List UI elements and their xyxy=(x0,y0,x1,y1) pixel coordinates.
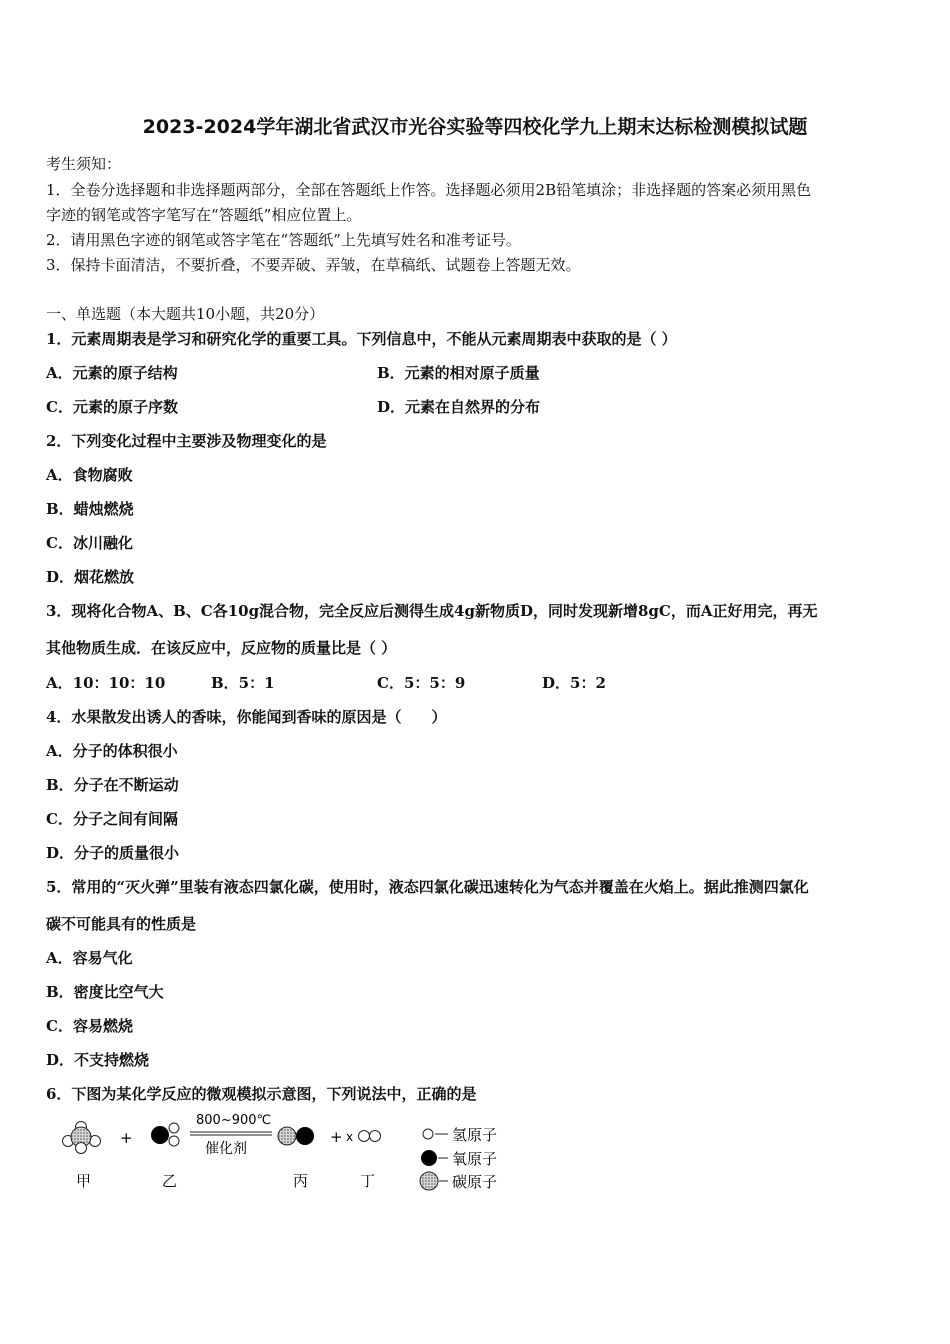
q1-option-d: D．元素在自然界的分布 xyxy=(377,398,541,416)
reaction-diagram xyxy=(50,1108,570,1203)
legend-carbon-icon xyxy=(420,1172,438,1190)
condition-catalyst: 催化剂 xyxy=(205,1141,247,1157)
q5-stem-line1: 5．常用的“灭火弹”里装有液态四氯化碳，使用时，液态四氯化碳迅速转化为气态并覆盖在火焰上。据此推测四氯化 xyxy=(46,878,809,896)
q3-option-d: D．5：2 xyxy=(542,674,606,692)
plus-sign-2: + xyxy=(330,1128,343,1146)
q6-stem: 6．下图为某化学反应的微观模拟示意图，下列说法中，正确的是 xyxy=(46,1085,477,1103)
q2-option-a: A．食物腐败 xyxy=(46,466,133,484)
label-bing: 丙 xyxy=(293,1172,309,1190)
q5-option-c: C．容易燃烧 xyxy=(46,1017,133,1035)
q5-stem-line2: 碳不可能具有的性质是 xyxy=(46,915,197,933)
q3-option-c: C．5：5：9 xyxy=(377,674,466,692)
notice-heading: 考生须知： xyxy=(46,155,122,173)
page-title: 2023-2024学年湖北省武汉市光谷实验等四校化学九上期末达标检测模拟试题 xyxy=(142,116,808,138)
coefficient-x: x xyxy=(346,1130,354,1144)
notice-item-2: 2．请用黑色字迹的钢笔或答字笔在“答题纸”上先填写姓名和准考证号。 xyxy=(46,231,521,249)
q1-option-a: A．元素的原子结构 xyxy=(46,364,178,382)
q3-stem-line2: 其他物质生成．在该反应中，反应物的质量比是（ ） xyxy=(46,639,397,657)
q1-option-c: C．元素的原子序数 xyxy=(46,398,178,416)
legend-oxygen: 氧原子 xyxy=(452,1150,498,1168)
q4-option-d: D．分子的质量很小 xyxy=(46,844,180,862)
q3-option-a: A．10：10：10 xyxy=(46,674,166,692)
molecule-yi xyxy=(151,1123,179,1146)
q1-option-b: B．元素的相对原子质量 xyxy=(377,364,540,382)
q5-option-a: A．容易气化 xyxy=(46,949,133,967)
legend-carbon: 碳原子 xyxy=(452,1173,498,1191)
label-ding: 丁 xyxy=(360,1172,376,1190)
q3-stem-line1: 3．现将化合物A、B、C各10g混合物，完全反应后测得生成4g新物质D，同时发现新增8gC，而A正好用完，再无 xyxy=(46,602,818,620)
notice-item-1: 1．全卷分选择题和非选择题两部分，全部在答题纸上作答。选择题必须用2B铅笔填涂；非选择题的答案必须用黑色 xyxy=(46,181,812,199)
section-heading: 一、单选题（本大题共10小题，共20分） xyxy=(46,305,325,323)
notice-item-3: 3．保持卡面清洁，不要折叠，不要弄破、弄皱，在草稿纸、试题卷上答题无效。 xyxy=(46,256,581,274)
plus-sign: + xyxy=(120,1129,133,1147)
q5-option-b: B．密度比空气大 xyxy=(46,983,164,1001)
molecule-ding xyxy=(359,1131,381,1142)
q2-option-b: B．蜡烛燃烧 xyxy=(46,500,134,518)
q4-option-b: B．分子在不断运动 xyxy=(46,776,179,794)
q3-option-b: B．5：1 xyxy=(211,674,275,692)
molecule-bing xyxy=(278,1127,314,1145)
q5-option-d: D．不支持燃烧 xyxy=(46,1051,150,1069)
q4-option-c: C．分子之间有间隔 xyxy=(46,810,178,828)
q4-option-a: A．分子的体积很小 xyxy=(46,742,178,760)
label-jia: 甲 xyxy=(76,1172,92,1190)
legend xyxy=(420,1126,497,1191)
q1-stem: 1．元素周期表是学习和研究化学的重要工具。下列信息中，不能从元素周期表中获取的是（ ） xyxy=(46,330,677,348)
q2-option-c: C．冰川融化 xyxy=(46,534,133,552)
q2-stem: 2．下列变化过程中主要涉及物理变化的是 xyxy=(46,432,327,450)
q4-stem: 4．水果散发出诱人的香味，你能闻到香味的原因是（ ） xyxy=(46,708,447,726)
molecule-jia xyxy=(63,1122,101,1154)
legend-hydrogen: 氢原子 xyxy=(452,1126,498,1144)
condition-temperature: 800~900℃ xyxy=(196,1113,272,1128)
legend-oxygen-icon xyxy=(421,1150,437,1166)
label-yi: 乙 xyxy=(162,1172,178,1190)
notice-item-1-cont: 字迹的钢笔或答字笔写在“答题纸”相应位置上。 xyxy=(46,206,362,224)
q2-option-d: D．烟花燃放 xyxy=(46,568,135,586)
legend-hydrogen-icon xyxy=(423,1129,433,1139)
